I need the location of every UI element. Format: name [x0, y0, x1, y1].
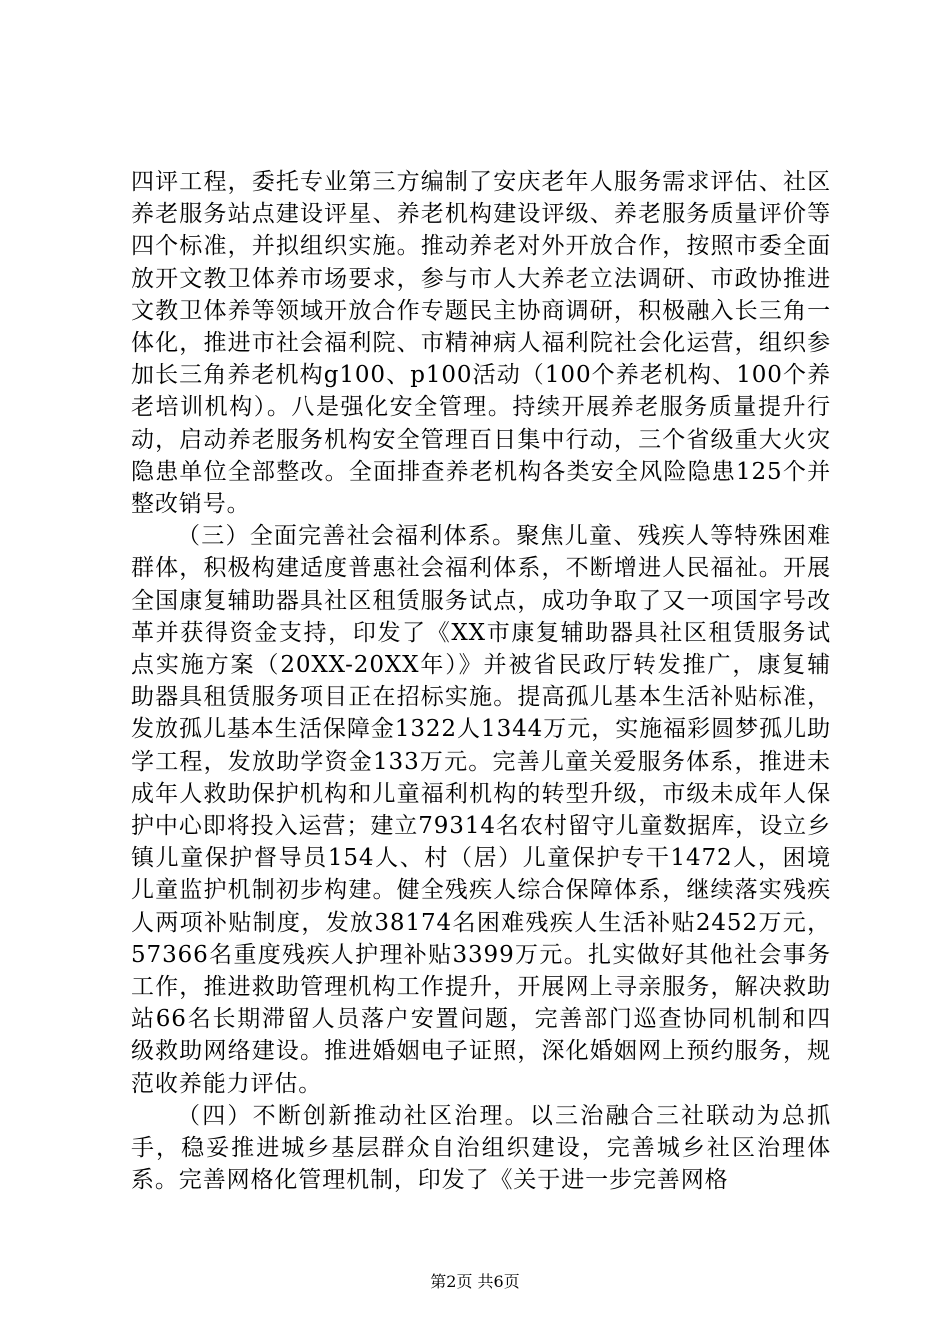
page-footer: 第2页 共6页	[430, 1272, 520, 1291]
paragraph-community-governance: （四）不断创新推动社区治理。以三治融合三社联动为总抓手，稳妥推进城乡基层群众自治组织建设，完善城乡社区治理体系。完善网格化管理机制，印发了《关于进一步完善网格	[131, 1102, 831, 1194]
paragraph-social-welfare-system: （三）全面完善社会福利体系。聚焦儿童、残疾人等特殊困难群体，积极构建适度普惠社会福利体系，不断增进人民福祉。开展全国康复辅助器具社区租赁服务试点，成功争取了又一项国字号改革并获得资金支持，印发了《XX市康复辅助器具社区租赁服务试点实施方案（20XX-20XX年）》并被省民政厅转发推广，康复辅助器具租赁服务项目正在招标实施。提高孤儿基本生活补贴标准，发放孤儿基本生活保障金1322人1344万元，实施福彩圆梦孤儿助学工程，发放助学资金133万元。完善儿童关爱服务体系，推进未成年人救助保护机构和儿童福利机构的转型升级，市级未成年人保护中心即将投入运营；建立79314名农村留守儿童数据库，设立乡镇儿童保护督导员154人、村（居）儿童保护专干1472人，困境儿童监护机制初步构建。健全残疾人综合保障体系，继续落实残疾人两项补贴制度，发放38174名困难残疾人生活补贴2452万元，57366名重度残疾人护理补贴3399万元。扎实做好其他社会事务工作，推进救助管理机构工作提升，开展网上寻亲服务，解决救助站66名长期滞留人员落户安置问题，完善部门巡查协同机制和四级救助网络建设。推进婚姻电子证照，深化婚姻网上预约服务，规范收养能力评估。	[131, 523, 831, 1097]
paragraph-elderly-care-continuation: 四评工程，委托专业第三方编制了安庆老年人服务需求评估、社区养老服务站点建设评星、养老机构建设评级、养老服务质量评价等四个标准，并拟组织实施。推动养老对外开放合作，按照市委全面放开文教卫体养市场要求，参与市人大养老立法调研、市政协推进文教卫体养等领域开放合作专题民主协商调研，积极融入长三角一体化，推进市社会福利院、市精神病人福利院社会化运营，组织参加长三角养老机构g100、p100活动（100个养老机构、100个养老培训机构）。八是强化安全管理。持续开展养老服务质量提升行动，启动养老服务机构安全管理百日集中行动，三个省级重大火灾隐患单位全部整改。全面排查养老机构各类安全风险隐患125个并整改销号。	[131, 169, 831, 518]
document-body	[131, 166, 831, 1197]
